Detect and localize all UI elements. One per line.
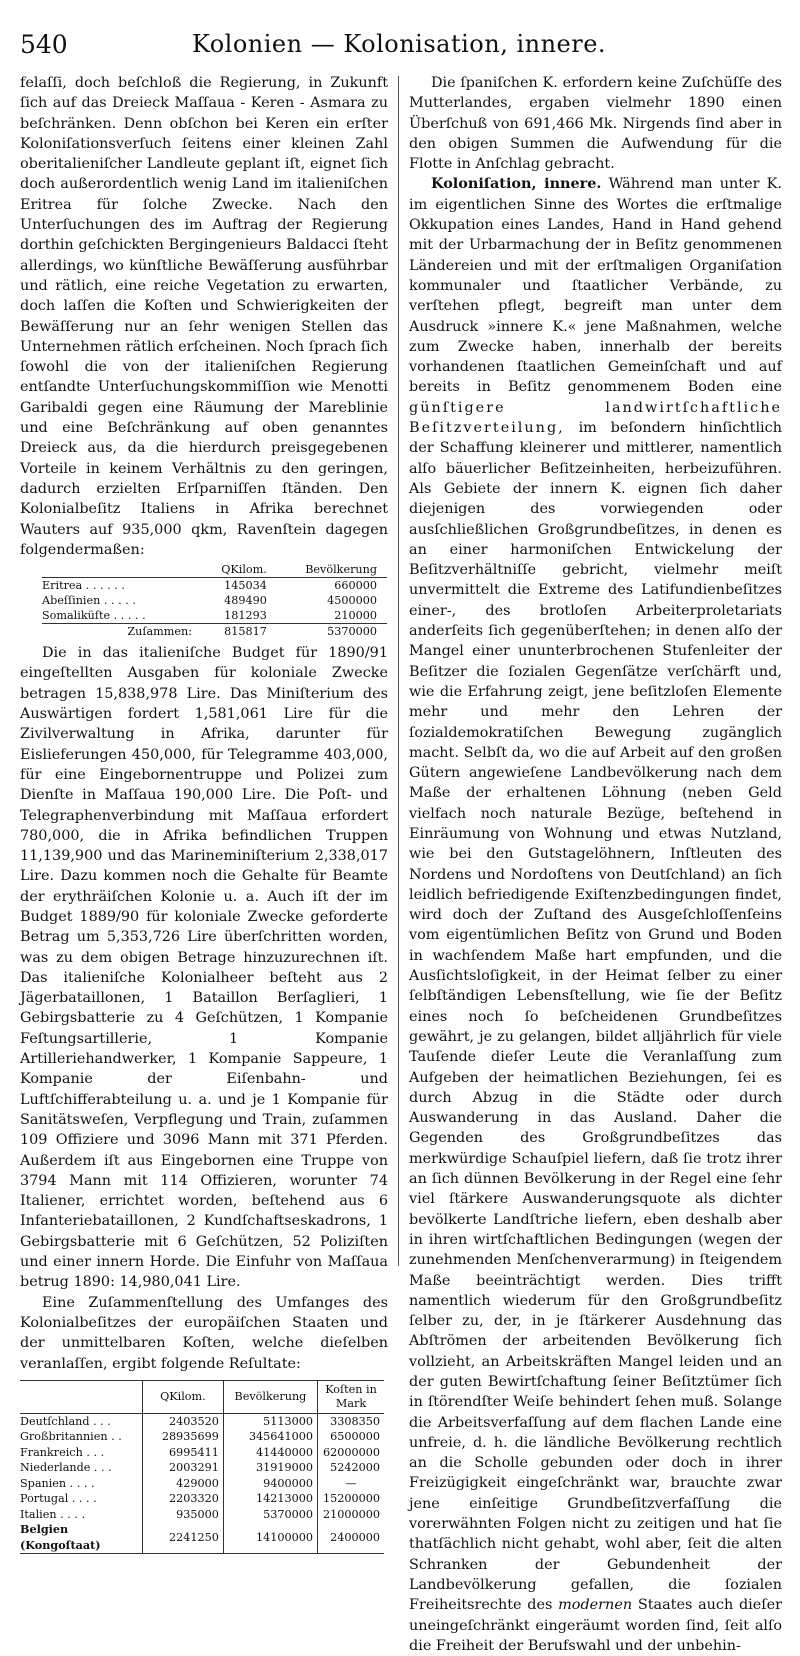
row-area: 181293 — [224, 609, 267, 623]
row-country: Portugal . . . . — [20, 1492, 97, 1506]
table-row — [42, 608, 387, 624]
table-header-row — [42, 562, 387, 578]
row-population: 5113000 — [223, 1413, 317, 1429]
row-label: Abeſſinien . . . . . — [42, 594, 136, 608]
column-divider — [398, 76, 399, 1266]
emphasis-text-italic: modernen — [558, 1597, 633, 1614]
table-row — [20, 1413, 384, 1429]
table-row — [20, 1429, 384, 1445]
row-area: 28935699 — [143, 1429, 224, 1445]
table-row — [20, 1491, 384, 1507]
right-text-a: Während man unter K. im eigentlichen Sinne des Wortes die erſtmalige Okkupation eines Landes, Hand in Hand gehend mit der Urbarmachung der in Beſitz genommenen Ländereien und mit der erſtmaligen Organiſation kommunaler und ſtaatlicher Verbände, zu verſtehen pflegt, begreift man unter dem Ausdruck »innere K.« jene Maßnahmen, welche zum Zwecke haben, innerhalb der bereits vorhandenen ſtaatlichen Gemeinſchaft und auf bereits in Beſitz genommenem Boden eine — [409, 176, 783, 396]
row-population: 345641000 — [223, 1429, 317, 1445]
row-country: Niederlande . . . — [20, 1461, 112, 1475]
row-area: 2241250 — [143, 1522, 224, 1554]
row-population: 41440000 — [223, 1445, 317, 1461]
table-row — [20, 1460, 384, 1476]
row-area: 429000 — [143, 1476, 224, 1492]
page-header — [20, 30, 778, 66]
right-paragraph-2 — [409, 174, 782, 1656]
row-population: 4500000 — [327, 594, 377, 608]
running-title: Kolonien — Kolonisation, innere. — [191, 30, 607, 58]
sum-label: Zuſammen: — [42, 624, 202, 640]
left-paragraph-3: Eine Zuſammenſtellung des Umfanges des Kolonialbeſitzes der europäiſchen Staaten und der unmittelbaren Koſten, welche dieſelben veranlaſſen, ergibt folgende Reſultate: — [20, 1294, 388, 1372]
table-header-qkm: QKilom. — [202, 562, 277, 578]
left-paragraph-1: felaſſi, doch beſchloß die Regierung, in Zukunft ſich auf das Dreieck Maſſaua - Keren - Asmara zu beſchränken. Denn obſchon bei Keren ein erſter Koloniſationsverſuch ſeitens einer kleinen Zahl oberitalieniſcher Landleute geplant iſt, eignet ſich doch außerordentlich wenig Land im italieniſchen Eritrea für ſolche Zwecke. Nach den Unterſuchungen des im Auftrag der Regierung dorthin geſchickten Bergingenieurs Baldacci ſteht allerdings, wo künſtliche Bewäſſerung ausführbar und rätlich, eine reiche Vegetation zu erwarten, doch laſſen die Koſten und Schwierigkeiten der Bewäſſerung nur an ſehr wenigen Stellen das Unternehmen rätlich erſcheinen. Noch ſprach ſich ſowohl die von der italieniſchen Regierung entſandte Unterſuchungskommiſſion wie Menotti Garibaldi gegen eine Räumung der Mareblinie und eine Beſchränkung auf oben genanntes Dreieck aus, da die hierdurch preisgegebenen Vorteile in keinem Verhältnis zu den geringen, dadurch erzielten Erſparniſſen ſtänden. Den Kolonialbeſitz Italiens in Afrika berechnet Wauters auf 935,000 qkm, Ravenſtein dagegen folgendermaßen: — [20, 75, 388, 558]
right-text-c: Staates auch dieſer uneingeſchränkt eingeräumt worden ſind, ſeit alſo die Freiheit der Berufswahl und der unbehin- — [409, 1597, 783, 1654]
row-country: Spanien . . . . — [20, 1476, 95, 1490]
row-population: 14213000 — [223, 1491, 317, 1507]
page-number: 540 — [20, 30, 68, 59]
right-text-b: im beſondern hinſichtlich der Schaffung kleinerer und mittlerer, namentlich alſo bäuerlicher Beſitzeinheiten, herbeizuführen. Als Gebiete der innern K. eignen ſich daher diejenigen des vorwiegenden oder ausſchließlichen Großgrundbeſitzes, in denen es an einer harmoniſchen Entwickelung der Beſitzverhältniſſe gebricht, vielmehr meiſt unvermittelt die Extreme des Latifundienbeſitzes einer-, des brotloſen Arbeiterproletariats anderſeits ſich gegenüberſtehen; in denen alſo der Mangel einer ununterbrochenen Stufenleiter der Beſitzer die ſozialen Gegenſätze verſchärft und, wie die Erfahrung zeigt, jene beſitzloſen Elemente mehr und mehr den Lehren der ſozialdemokratiſchen Bewegung zugänglich macht. Selbſt da, wo die auf Arbeit auf den großen Gütern angewieſene Landbevölkerung nach dem Maße der erhaltenen Löhnung (neben Geld vielfach noch naturale Bezüge, beſtehend in Einräumung von Wohnung und etwas Nutzland, wie bei den Gutstagelöhnern, Inſtleuten des Nordens und Nordoſtens von Deutſchland) an ſich leidlich befriedigende Exiſtenzbedingungen findet, wird doch der Zuſtand des Ausgeſchloſſenſeins vom eigentümlichen Beſitz von Grund und Boden in wachſendem Maße hart empfunden, und die Ausſichtsloſigkeit, in der Heimat ſelber zu einer ſelbſtändigen Lebensſtellung, wie ſie der Beſitz eines noch ſo beſcheidenen Grundbeſitzes gewährt, je zu gelangen, bildet alljährlich für viele Tauſende dieſer Leute die Veranlaſſung zum Aufgeben der heimatlichen Beziehungen, ſei es durch Abzug in die Städte oder durch Auswanderung in das Ausland. Daher die Gegenden des Großgrundbeſitzes das merkwürdige Schauſpiel liefern, daß ſie trotz ihrer an ſich dünnen Bevölkerung in der Regel eine ſehr viel ſtärkere Auswanderungsquote als dichter bevölkerte Landſtriche liefern, eben deshalb aber in ihren wirtſchaftlichen Bedingungen (wegen der zunehmenden Menſchenverarmung) in ſteigendem Maße beeinträchtigt werden. Dies trifft namentlich wiederum für den Großgrundbeſitz ſelber zu, der, in je ſtärkerer Ausdehnung das Abſtrömen der arbeitenden Bevölkerung ſich vollzieht, an Arbeitskräften Mangel leiden und an der guten Bewirtſchaftung ſeiner Beſitztümer ſich in ſtörendſter Weiſe behindert ſehen muß. Solange die Arbeitsverfaſſung auf dem flachen Lande eine unfreie, d. h. die ländliche Bevölkerung rechtlich an die Scholle gebunden oder doch in ihrer Freizügigkeit eingeſchränkt war, brauchte zwar jene einſeitige Grundbeſitzverfaſſung die vorerwähnten Folgen nicht zu zeitigen und hat ſie thatſächlich nicht gehabt, wohl aber, ſeit die alten Schranken der Gebundenheit der Landbevölkerung gefallen, die ſozialen Freiheitsrechte des — [409, 420, 782, 1614]
table-row — [42, 578, 387, 594]
table-header-population: Bevölkerung — [223, 1380, 317, 1413]
table-row — [20, 1476, 384, 1492]
table-row — [20, 1507, 384, 1523]
table-header-qkm: QKilom. — [143, 1380, 224, 1413]
table-header-row — [20, 1380, 384, 1413]
table-sum-row — [42, 624, 387, 640]
row-costs: 15200000 — [318, 1491, 385, 1507]
row-population: 31919000 — [223, 1460, 317, 1476]
table-row — [20, 1445, 384, 1461]
row-label: Eritrea . . . . . . — [42, 579, 125, 593]
table-row — [20, 1522, 384, 1554]
row-area: 2203320 — [143, 1491, 224, 1507]
left-column — [20, 73, 388, 1554]
table-header-empty — [20, 1380, 143, 1413]
table-header-costs: Koſten in Mark — [318, 1380, 385, 1413]
left-paragraph-2: Die in das italieniſche Budget für 1890/91 eingeſtellten Ausgaben für koloniale Zwecke betragen 15,838,978 Lire. Das Miniſterium des Auswärtigen fordert 1,581,061 Lire für die Zivilverwaltung in Afrika, darunter für Eislieferungen 450,000, für Telegramme 403,000, für eine Eingebornentruppe und Polizei zum Dienſte in Maſſaua 190,000 Lire. Die Poſt- und Telegraphenverbindung mit Maſſaua erfordert 780,000, die in Afrika befindlichen Truppen 11,139,900 und das Marineminiſterium 2,338,017 Lire. Dazu kommen noch die Gehalte für Beamte der erythräiſchen Kolonie u. a. Auch iſt der im Budget 1889/90 für koloniale Zwecke geforderte Betrag um 5,353,726 Lire überſchritten worden, was zu dem obigen Betrage hinzuzurechnen iſt. Das italieniſche Kolonialheer beſteht aus 2 Jägerbataillonen, 1 Bataillon Berſaglieri, 1 Gebirgsbatterie zu 4 Geſchützen, 1 Kompanie Feſtungsartillerie, 1 Kompanie Artilleriehandwerker, 1 Kompanie Sappeure, 1 Kompanie der Eiſenbahn- und Luftſchifferabteilung u. a. und je 1 Kompanie für Sanitätsweſen, Verpflegung und Train, zuſammen 109 Offiziere und 3096 Mann mit 371 Pferden. Außerdem iſt aus Eingebornen eine Truppe von 3794 Mann mit 114 Offizieren, worunter 74 Italiener, errichtet worden, beſtehend aus 6 Infanteriebataillonen, 2 Kundſchaftseskadrons, 1 Gebirgsbatterie mit 6 Geſchützen, 52 Poliziſten und einer innern Horde. Die Einfuhr von Maſſaua betrug 1890: 14,980,041 Lire. — [20, 645, 388, 1291]
row-costs: 2400000 — [318, 1522, 385, 1554]
row-population: 210000 — [334, 609, 377, 623]
row-area: 489490 — [224, 594, 267, 608]
row-area: 2003291 — [143, 1460, 224, 1476]
table-row — [42, 593, 387, 608]
row-costs: 3308350 — [318, 1413, 385, 1429]
row-costs: 6500000 — [318, 1429, 385, 1445]
row-country: Italien . . . . — [20, 1507, 86, 1521]
table-header-empty — [42, 562, 202, 578]
row-area: 145034 — [224, 579, 267, 593]
right-paragraph-1: Die ſpaniſchen K. erfordern keine Zuſchüſſe des Mutterlandes, ergaben vielmehr 1890 einen Überſchuß von 691,466 Mk. Nirgends ſind aber in den obigen Summen die Aufwendung für die Flotte in Anſchlag gebracht. — [409, 75, 782, 173]
right-column — [409, 73, 782, 1656]
row-country: Großbritannien . . — [20, 1430, 122, 1444]
sum-area: 815817 — [202, 624, 277, 640]
row-area: 935000 — [143, 1507, 224, 1523]
colonial-possessions-italy-table — [42, 562, 387, 639]
european-colonies-table — [20, 1380, 384, 1555]
row-country: Belgien (Kongoſtaat) — [20, 1522, 143, 1554]
row-area: 6995411 — [143, 1445, 224, 1461]
row-country: Deutſchland . . . — [20, 1414, 111, 1428]
row-costs: — — [318, 1476, 385, 1492]
section-heading: Koloniſation, innere. — [431, 175, 602, 193]
sum-population: 5370000 — [277, 624, 387, 640]
emphasis-text: günſtigere landwirtſchaftliche Beſitzverteilung, — [409, 399, 782, 437]
row-costs: 5242000 — [318, 1460, 385, 1476]
row-costs: 62000000 — [318, 1445, 385, 1461]
row-population: 5370000 — [223, 1507, 317, 1523]
row-population: 660000 — [334, 579, 377, 593]
row-area: 2403520 — [143, 1413, 224, 1429]
row-costs: 21000000 — [318, 1507, 385, 1523]
row-population: 14100000 — [223, 1522, 317, 1554]
table-header-population: Bevölkerung — [277, 562, 387, 578]
row-country: Frankreich . . . — [20, 1445, 105, 1459]
row-label: Somaliküſte . . . . . — [42, 609, 146, 623]
row-population: 9400000 — [223, 1476, 317, 1492]
